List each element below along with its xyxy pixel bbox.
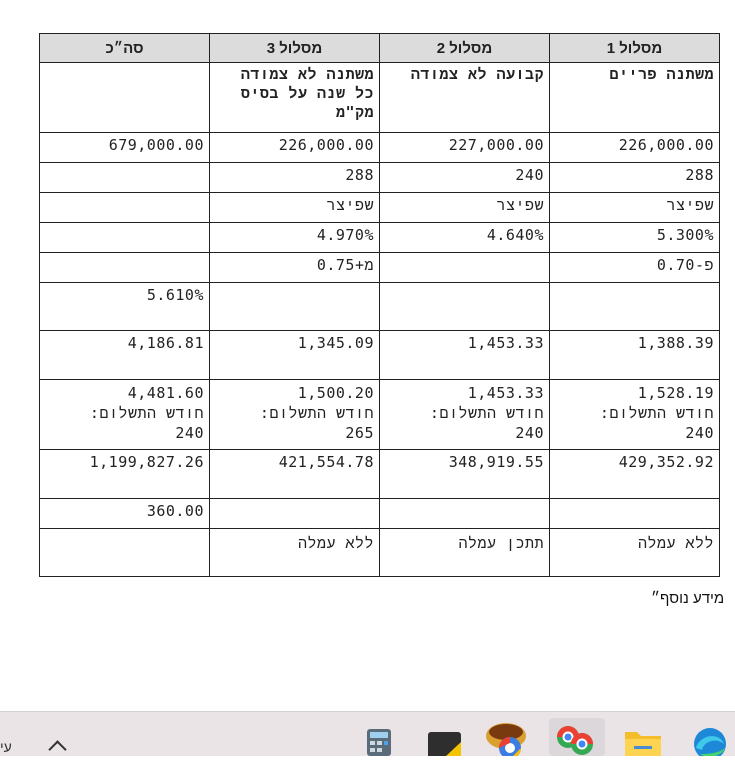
first-payment-cell: 1,388.39 [637,334,714,352]
max-payment-month: 240 [685,424,714,442]
max-payment-cell [40,380,209,443]
row-amount [40,133,720,163]
months-cell: 288 [685,166,714,184]
file-explorer-icon[interactable] [624,728,662,756]
anchor-cell [380,253,549,256]
track-type-cell [40,63,209,65]
method-cell: שפיצר [666,196,714,214]
row-rate [40,223,720,253]
taskbar-left-text[interactable]: עי [0,739,12,755]
ratio-cell [550,499,719,502]
max-payment-label: חודש התשלום: [89,404,204,422]
max-payment-label: חודש התשלום: [429,404,544,422]
total-repay-cell: 421,554.78 [278,453,374,471]
total-repay-cell: 429,352.92 [618,453,714,471]
max-payment-month: 265 [345,424,374,442]
total-repay-cell: 348,919.55 [448,453,544,471]
chrome-active-icon[interactable] [549,718,605,756]
sticky-notes-icon[interactable] [428,730,462,756]
row-fee [40,529,720,577]
months-cell: 240 [515,166,544,184]
avg-rate-cell: 5.610% [146,286,204,304]
rate-cell: 4.640% [486,226,544,244]
fee-cell: תתכן עמלה [458,534,544,552]
track-type-cell: משתנה לא צמודה כל שנה על בסיס מק"מ [240,65,374,121]
max-payment-month: 240 [515,424,544,442]
fee-cell: ללא עמלה [297,534,374,552]
amount-cell: 226,000.00 [618,136,714,154]
header-track-2: מסלול 2 [380,34,550,63]
track-type-cell: קבועה לא צמודה [410,65,544,83]
row-ratio [40,499,720,529]
header-total: סה״כ [40,34,210,63]
amount-cell: 679,000.00 [108,136,204,154]
first-payment-cell: 4,186.81 [127,334,204,352]
rate-cell: 4.970% [316,226,374,244]
fee-cell [40,529,209,534]
anchor-cell: מ+0.75 [316,256,374,274]
method-cell: שפיצר [326,196,374,214]
total-repay-cell: 1,199,827.26 [89,453,204,471]
method-cell: שפיצר [496,196,544,214]
max-payment-cell [550,380,719,443]
edge-icon[interactable] [690,726,735,756]
row-track-type [40,63,720,133]
row-anchor [40,253,720,283]
avg-rate-cell [380,283,549,286]
amount-cell: 226,000.00 [278,136,374,154]
max-payment-cell [210,380,379,443]
max-payment-value: 1,500.20 [297,384,374,402]
anchor-cell [40,253,209,256]
amount-cell: 227,000.00 [448,136,544,154]
ratio-cell: 360.00 [146,502,204,520]
show-hidden-icons-chevron-icon[interactable] [48,740,66,758]
row-max-payment [40,380,720,450]
rate-cell: 5.300% [656,226,714,244]
avg-rate-cell [550,283,719,286]
max-payment-value: 1,528.19 [637,384,714,402]
ratio-cell [210,499,379,502]
max-payment-month: 240 [175,424,204,442]
max-payment-value: 1,453.33 [467,384,544,402]
header-track-1: מסלול 1 [550,34,720,63]
ratio-cell [380,499,549,502]
max-payment-label: חודש התשלום: [259,404,374,422]
row-months [40,163,720,193]
mortgage-table [39,33,720,577]
row-method [40,193,720,223]
fee-cell: ללא עמלה [637,534,714,552]
taskbar [0,711,735,756]
more-info-link[interactable]: מידע נוסף״ [651,590,725,607]
row-avg-rate [40,283,720,331]
calculator-icon[interactable] [366,728,392,756]
header-row [40,34,720,63]
first-payment-cell: 1,345.09 [297,334,374,352]
row-first-payment [40,331,720,380]
track-type-cell: משתנה פריים [609,65,714,83]
first-payment-cell: 1,453.33 [467,334,544,352]
max-payment-label: חודש התשלום: [599,404,714,422]
months-cell [40,163,209,166]
header-track-3: מסלול 3 [210,34,380,63]
row-total-repay [40,450,720,499]
months-cell: 288 [345,166,374,184]
chrome-profile-icon[interactable] [484,722,530,756]
max-payment-value: 4,481.60 [127,384,204,402]
anchor-cell: פ-0.70 [656,256,714,274]
method-cell [40,193,209,196]
avg-rate-cell [210,283,379,286]
rate-cell [40,223,209,226]
max-payment-cell [380,380,549,443]
